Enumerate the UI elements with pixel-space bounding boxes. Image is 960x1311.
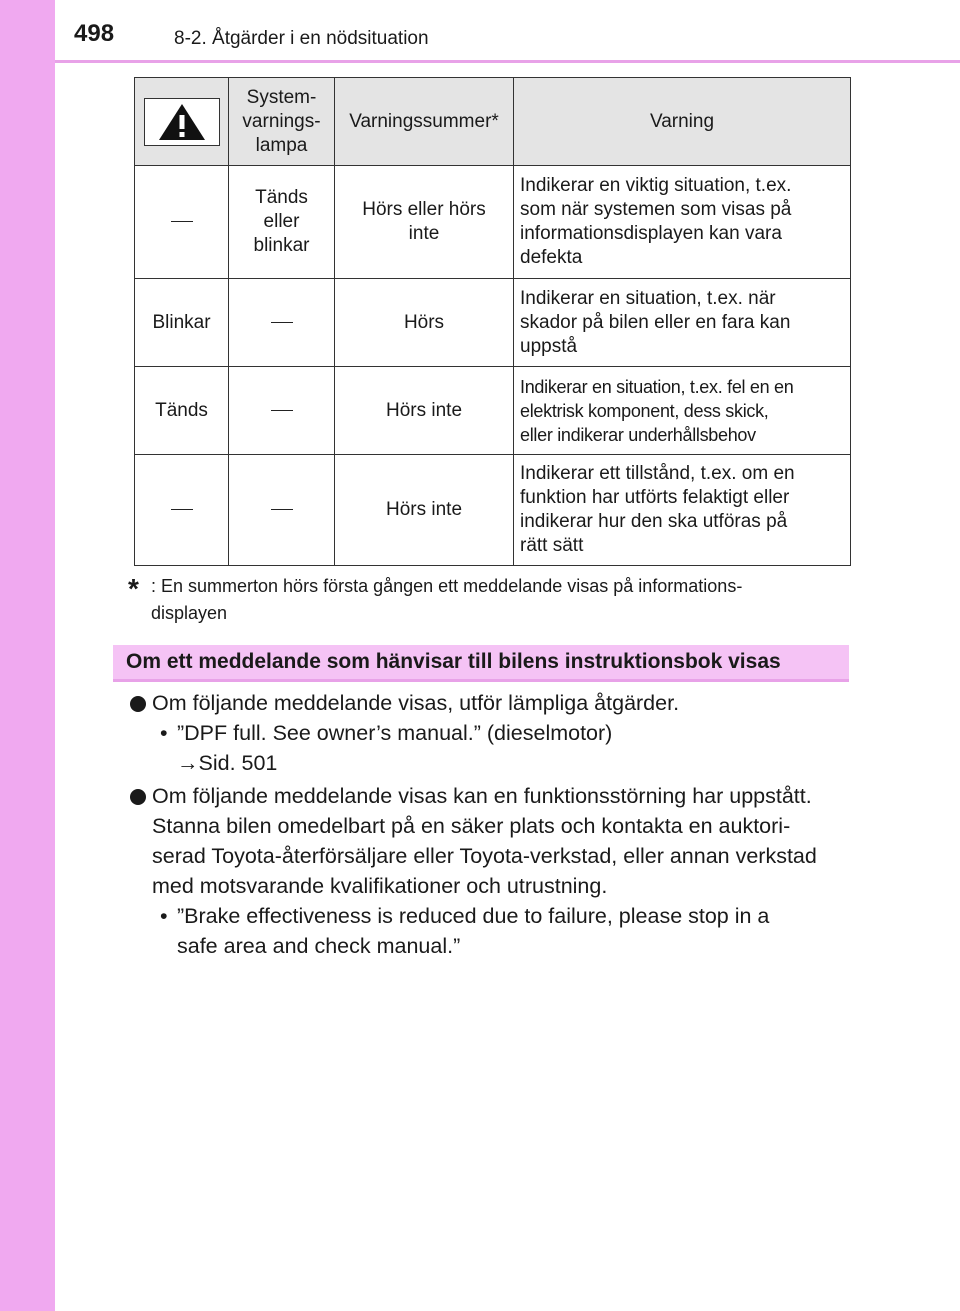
icon-cell bbox=[135, 455, 229, 566]
lamp-cell bbox=[229, 279, 335, 367]
list-item bbox=[130, 781, 842, 901]
buzzer-cell bbox=[335, 166, 514, 279]
arrow-right-icon: → bbox=[177, 751, 199, 775]
lamp-header-cell bbox=[229, 78, 335, 166]
lamp-header-line: varnings- bbox=[242, 110, 321, 132]
cell-line: funktion har utförts felaktigt eller bbox=[520, 487, 790, 508]
footnote bbox=[128, 573, 842, 627]
cell-line: Indikerar en viktig situation, t.ex. bbox=[520, 175, 792, 196]
bullet-dot-icon bbox=[130, 789, 146, 805]
section-banner bbox=[113, 645, 849, 682]
cell-line: Tänds bbox=[255, 187, 308, 208]
cell-line: som när systemen som visas på bbox=[520, 199, 792, 220]
bullet-line: serad Toyota-återförsäljare eller Toyota-verkstad, eller annan verkstad bbox=[152, 844, 817, 868]
cell-line: skador på bilen eller en fara kan bbox=[520, 311, 791, 333]
bullet-text: Om följande meddelande visas, utför lämpliga åtgärder. bbox=[152, 691, 680, 715]
description-cell bbox=[514, 279, 851, 367]
cell-line: elektrisk komponent, dess skick, bbox=[520, 400, 769, 421]
sub-list-item bbox=[130, 718, 842, 778]
description-cell bbox=[514, 166, 851, 279]
sub-list-item bbox=[130, 901, 842, 961]
table-row bbox=[135, 166, 851, 279]
page-reference-link[interactable]: Sid. 501 bbox=[198, 751, 278, 775]
sub-bullet-text: ”DPF full. See owner’s manual.” (dieselmotor) bbox=[177, 721, 613, 745]
buzzer-cell: Hörs inte bbox=[335, 367, 514, 455]
page-number: 498 bbox=[74, 20, 115, 47]
dash bbox=[271, 509, 293, 510]
footnote-star: * bbox=[128, 573, 139, 604]
banner-title: Om ett meddelande som hänvisar till bilens instruktionsbok visas bbox=[126, 650, 781, 673]
sub-bullet-icon: • bbox=[160, 904, 168, 928]
cell-line: eller bbox=[263, 211, 300, 232]
cell-line: Indikerar en situation, t.ex. fel en en bbox=[520, 376, 794, 397]
lamp-cell bbox=[229, 367, 335, 455]
dash bbox=[171, 509, 193, 510]
cell-line: blinkar bbox=[253, 235, 310, 256]
sub-bullet-line: ”Brake effectiveness is reduced due to failure, please stop in a bbox=[177, 904, 770, 928]
bullet-line: Stanna bilen omedelbart på en säker plats och kontakta en auktori- bbox=[152, 814, 791, 838]
description-cell bbox=[514, 367, 851, 455]
dash bbox=[271, 322, 293, 323]
cell-line: Indikerar ett tillstånd, t.ex. om en bbox=[520, 463, 795, 484]
cell-line: Indikerar en situation, t.ex. när bbox=[520, 287, 776, 309]
cell-line: uppstå bbox=[520, 335, 578, 357]
bullet-line: med motsvarande kvalifikationer och utrustning. bbox=[152, 874, 608, 898]
description-cell bbox=[514, 455, 851, 566]
buzzer-header-cell: Varningssummer* bbox=[335, 78, 514, 166]
dash bbox=[171, 221, 193, 222]
section-title: 8-2. Åtgärder i en nödsituation bbox=[174, 28, 429, 49]
bullet-dot-icon bbox=[130, 696, 146, 712]
table-row bbox=[135, 367, 851, 455]
cell-line: eller indikerar underhållsbehov bbox=[520, 424, 756, 445]
body-text bbox=[130, 688, 842, 961]
cell-line: rätt sätt bbox=[520, 535, 584, 556]
warning-triangle-icon bbox=[144, 98, 220, 146]
warning-header-cell: Varning bbox=[514, 78, 851, 166]
lamp-header-line: lampa bbox=[255, 134, 308, 156]
warning-table bbox=[134, 77, 851, 566]
sub-bullet-icon: • bbox=[160, 721, 168, 745]
cell-line: indikerar hur den ska utföras på bbox=[520, 511, 788, 532]
icon-cell: Blinkar bbox=[135, 279, 229, 367]
footnote-line: : En summerton hörs första gången ett meddelande visas på informations- bbox=[151, 576, 743, 596]
list-item bbox=[130, 688, 842, 718]
icon-header-cell bbox=[135, 78, 229, 166]
table-row bbox=[135, 455, 851, 566]
lamp-cell bbox=[229, 166, 335, 279]
icon-cell bbox=[135, 166, 229, 279]
dash bbox=[271, 410, 293, 411]
cell-line: inte bbox=[408, 223, 440, 244]
cell-line: informationsdisplayen kan vara bbox=[520, 223, 782, 244]
cell-line: defekta bbox=[520, 247, 583, 268]
table-row bbox=[135, 279, 851, 367]
footnote-line: displayen bbox=[151, 603, 228, 623]
cell-line: Hörs eller hörs bbox=[362, 199, 486, 220]
buzzer-cell: Hörs inte bbox=[335, 455, 514, 566]
lamp-header-line: System- bbox=[246, 86, 317, 108]
page-sidebar bbox=[0, 0, 55, 1311]
buzzer-cell: Hörs bbox=[335, 279, 514, 367]
table-header-row bbox=[135, 78, 851, 166]
lamp-cell bbox=[229, 455, 335, 566]
bullet-line: Om följande meddelande visas kan en funktionsstörning har uppstått. bbox=[152, 784, 812, 808]
icon-cell: Tänds bbox=[135, 367, 229, 455]
sub-bullet-line: safe area and check manual.” bbox=[177, 934, 461, 958]
